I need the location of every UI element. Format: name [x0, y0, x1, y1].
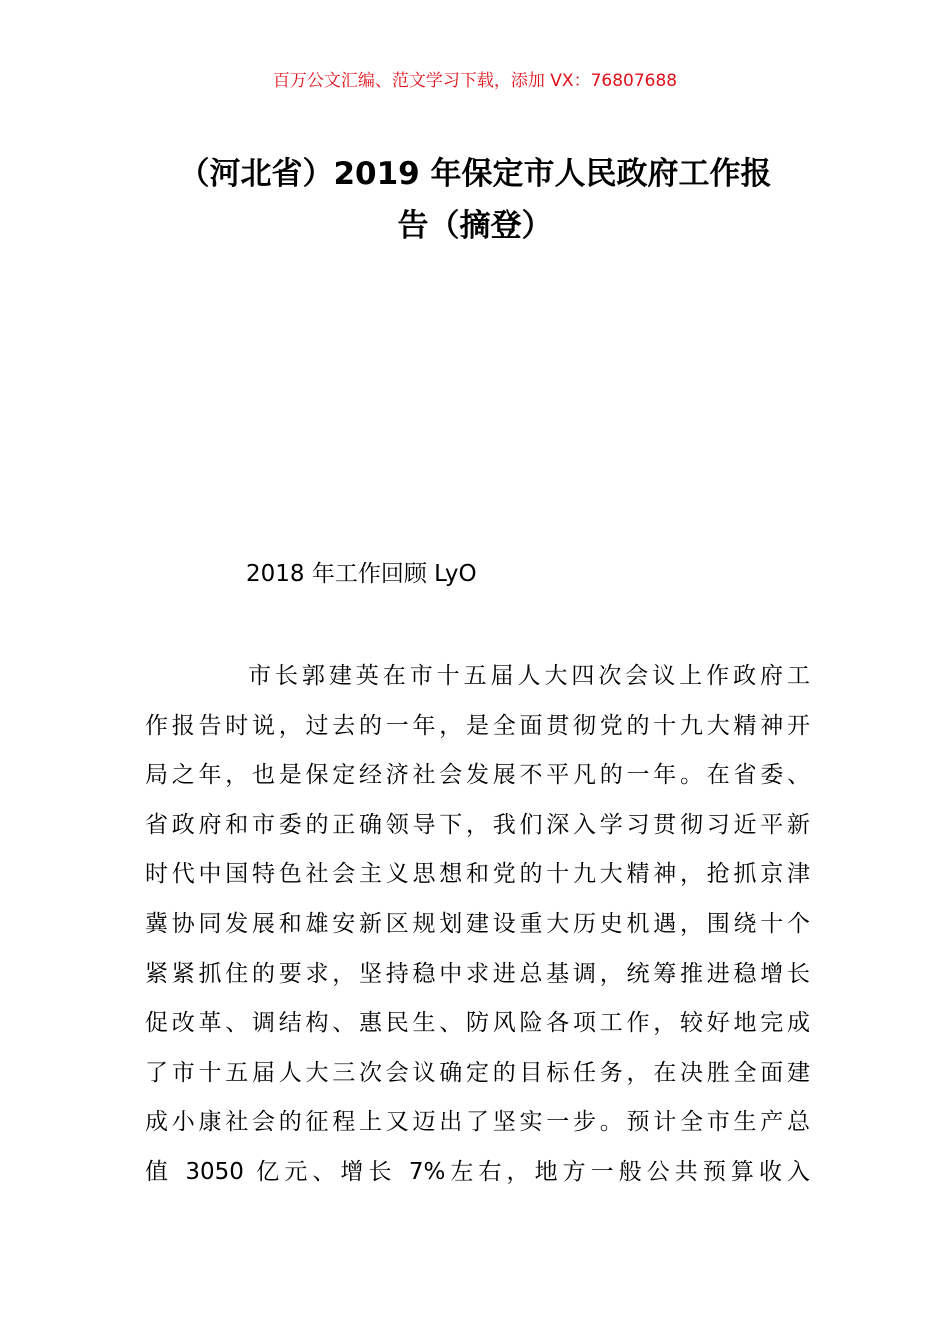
body-line: 促改革、调结构、惠民生、防风险各项工作，较好地完成 [145, 1010, 810, 1037]
body-line: 了市十五届人大三次会议确定的目标任务，在决胜全面建 [145, 1059, 810, 1086]
body-line: 市长郭建英在市十五届人大四次会议上作政府工 [248, 663, 810, 689]
body-line: 紧紧抓住的要求，坚持稳中求进总基调，统筹推进稳增长 [145, 960, 810, 987]
header-promo-note: 百万公文汇编、范文学习下载，添加 VX：76807688 [272, 71, 678, 91]
body-line: 省政府和市委的正确领导下，我们深入学习贯彻习近平新 [145, 811, 810, 838]
title-line-1: （河北省）2019 年保定市人民政府工作报 [178, 156, 772, 192]
body-line: 冀协同发展和雄安新区规划建设重大历史机遇，围绕十个 [145, 910, 810, 937]
document-title [60, 148, 890, 252]
body-paragraph [145, 652, 810, 1198]
body-line: 成小康社会的征程上又迈出了坚实一步。预计全市生产总 [145, 1109, 810, 1136]
title-line-2: 告（摘登） [397, 208, 553, 244]
section-heading: 2018 年工作回顾 LyO [246, 561, 477, 587]
body-line: 作报告时说，过去的一年，是全面贯彻党的十九大精神开 [145, 712, 810, 739]
body-line: 值 3050 亿元、增长 7%左右，地方一般公共预算收入 [145, 1158, 810, 1185]
body-line: 局之年，也是保定经济社会发展不平凡的一年。在省委、 [145, 762, 810, 789]
body-line: 时代中国特色社会主义思想和党的十九大精神，抢抓京津 [145, 861, 810, 888]
